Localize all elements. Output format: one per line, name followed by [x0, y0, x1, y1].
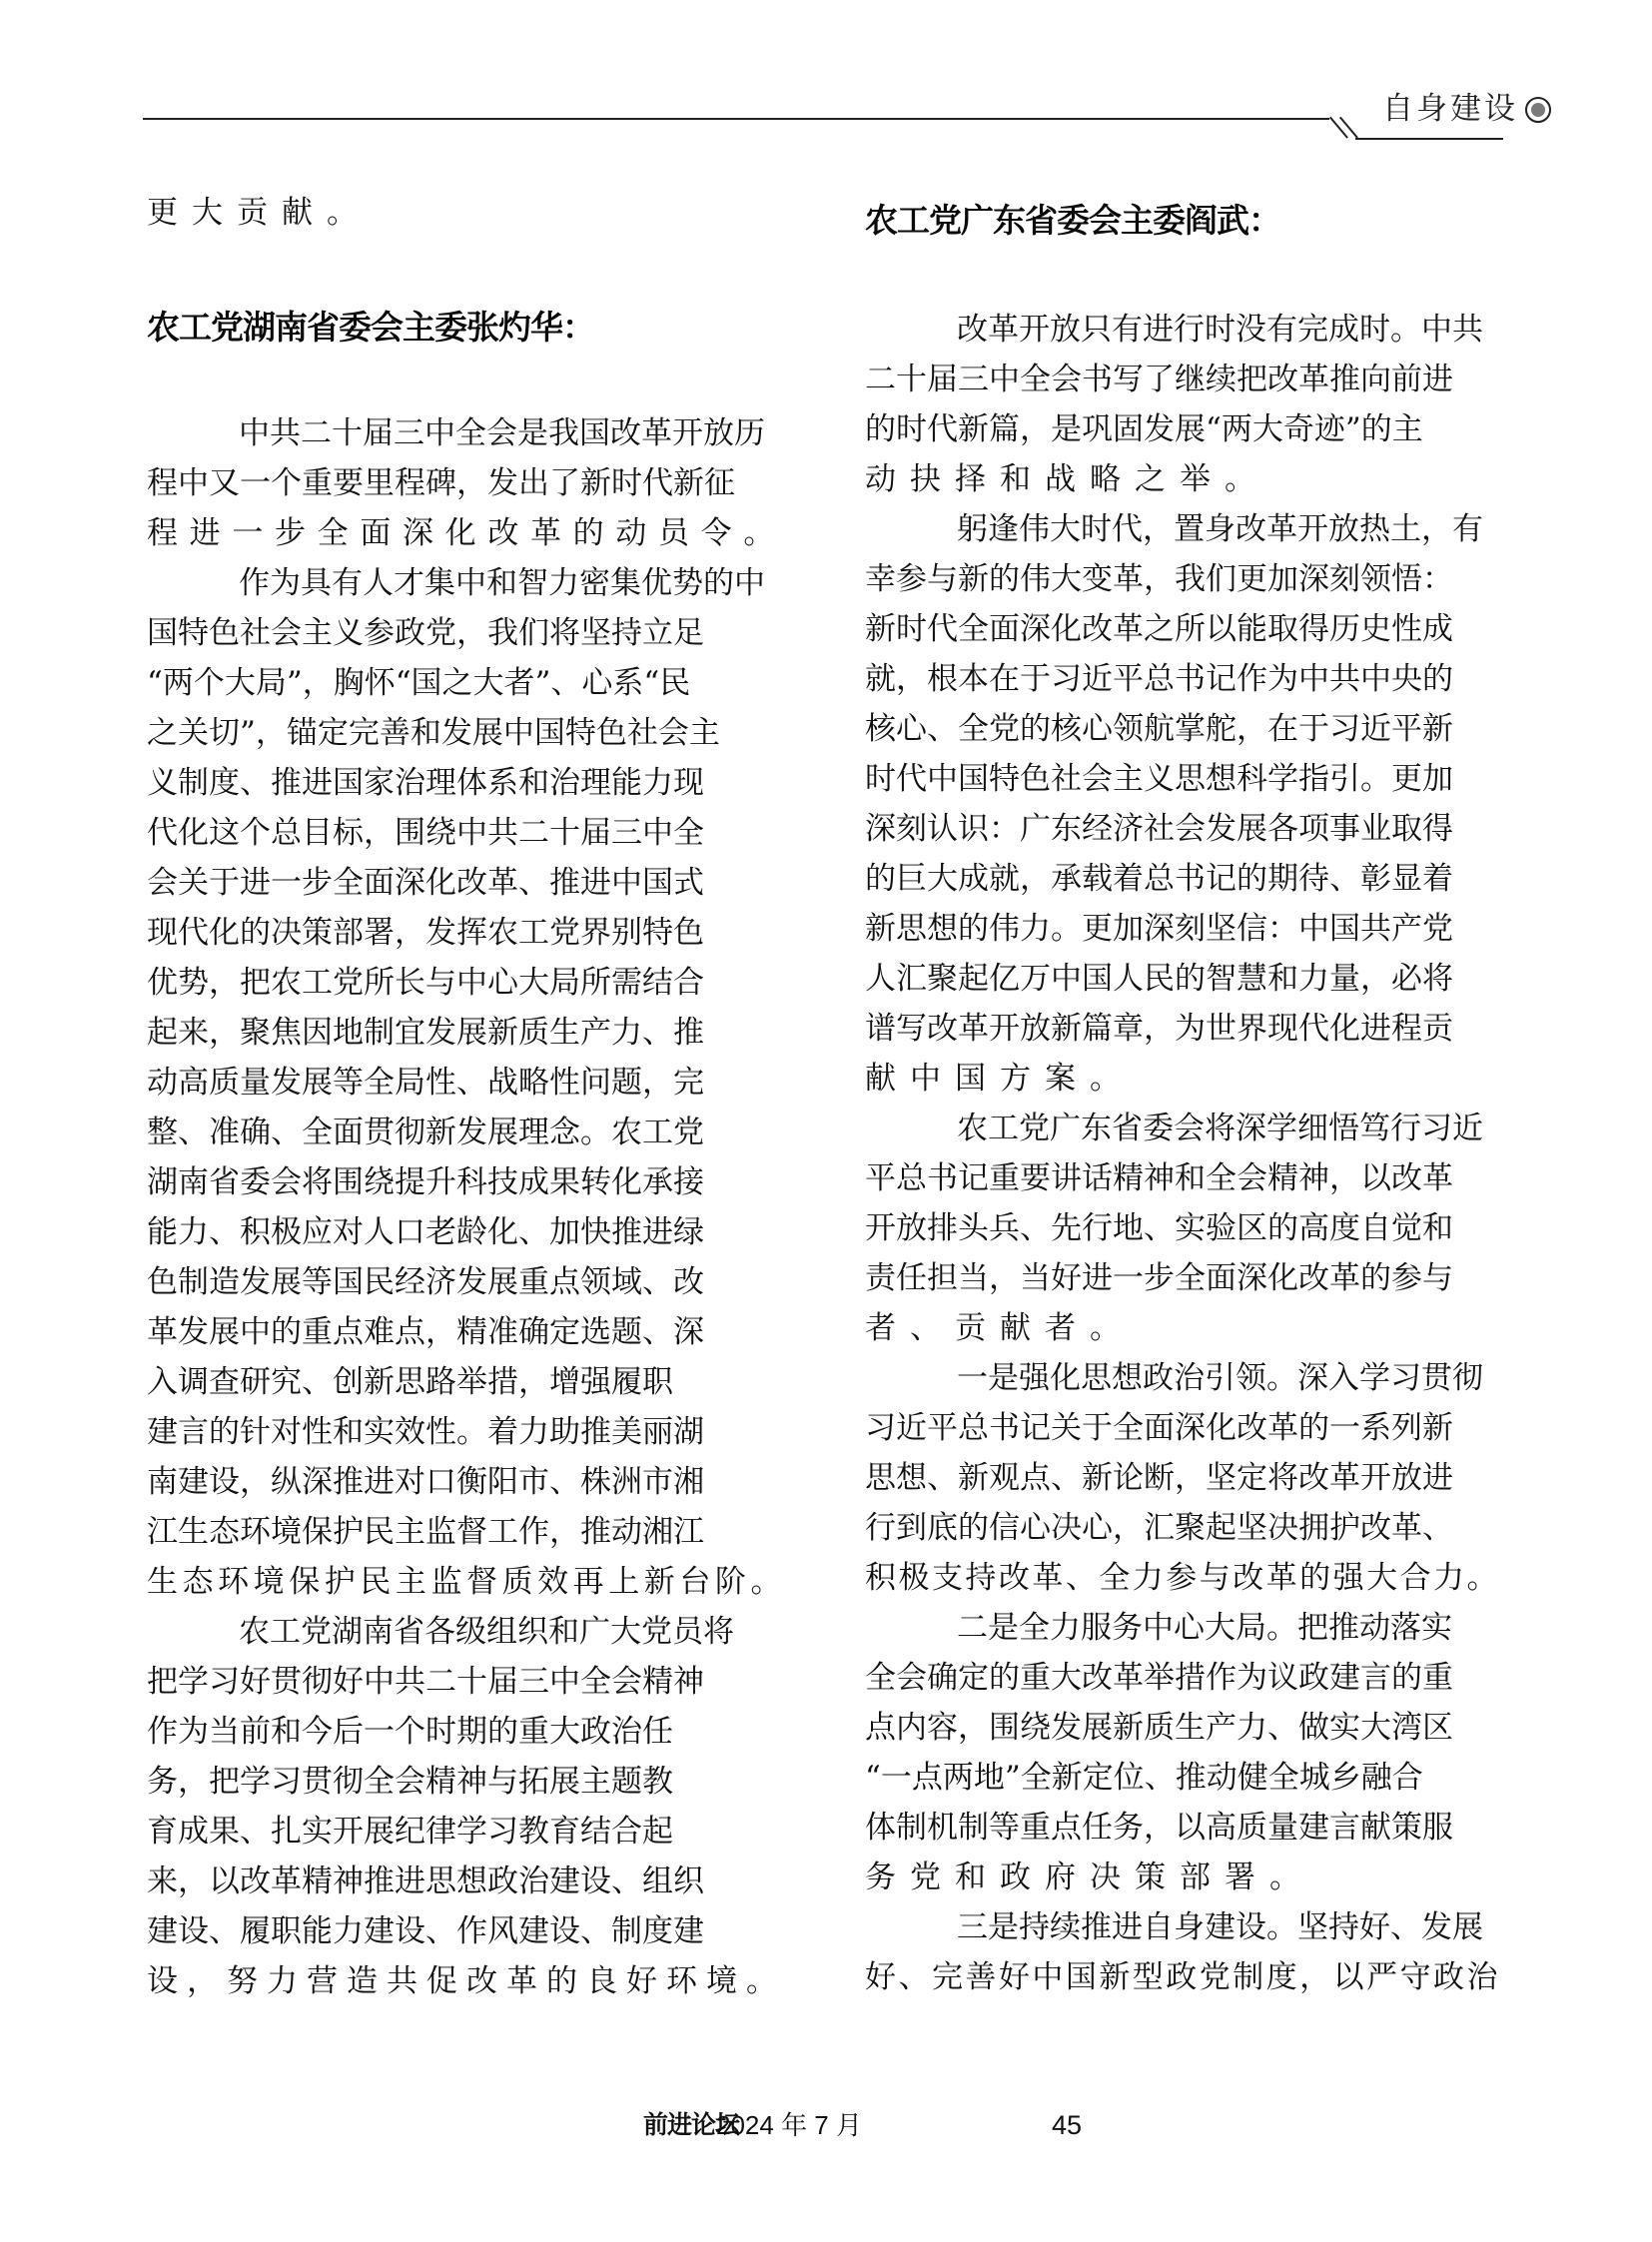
- text-line: 三是持续推进自身建设。坚持好、发展: [957, 1909, 1483, 1945]
- text-line: 代化这个总目标，围绕中共二十届三中全: [147, 815, 704, 851]
- text-line: 会关于进一步全面深化改革、推进中国式: [147, 865, 704, 901]
- text-line: 建设、履职能力建设、作风建设、制度建: [147, 1913, 704, 1949]
- text-line: 国特色社会主义参政党，我们将坚持立足: [147, 615, 704, 651]
- text-line: 动高质量发展等全局性、战略性问题，完: [147, 1065, 704, 1101]
- text-line: 一是强化思想政治引领。深入学习贯彻: [957, 1360, 1483, 1396]
- text-line: 湖南省委会将围绕提升科技成果转化承接: [147, 1164, 704, 1200]
- paragraph: [865, 1902, 1500, 2002]
- text-line: 习近平总书记关于全面深化改革的一系列新: [865, 1410, 1453, 1446]
- text-line: 起来，聚焦因地制宜发展新质生产力、推: [147, 1015, 704, 1051]
- left-column-heading-wrap: [147, 306, 786, 350]
- target-circle-icon: [1525, 97, 1551, 123]
- text-line: 行到底的信心决心，汇聚起坚决拥护改革、: [865, 1510, 1453, 1546]
- text-line: 现代化的决策部署，发挥农工党界别特色: [147, 915, 704, 951]
- text-line: 时代中国特色社会主义思想科学指引。更加: [865, 761, 1453, 797]
- text-line: 的巨大成就，承载着总书记的期待、彰显着: [865, 861, 1453, 897]
- page-number: 45: [1052, 2110, 1083, 2140]
- paragraph: [865, 1603, 1500, 1902]
- text-line: 躬逢伟大时代，置身改革开放热土，有: [957, 511, 1483, 547]
- text-line: 务党和政府决策部署。: [865, 1860, 1314, 1895]
- text-line: 农工党广东省委会将深学细悟笃行习近: [957, 1111, 1483, 1146]
- paragraph: [147, 558, 786, 1607]
- header-rule-underline: [1355, 138, 1503, 140]
- text-line: 革发展中的重点难点，精准确定选题、深: [147, 1314, 704, 1350]
- text-line: 就，根本在于习近平总书记作为中共中央的: [865, 661, 1453, 697]
- text-line: 思想、新观点、新论断，坚定将改革开放进: [865, 1460, 1453, 1496]
- text-line: 动抉择和战略之举。: [865, 461, 1269, 497]
- text-line: 江生态环境保护民主监督工作，推动湘江: [147, 1514, 704, 1550]
- text-line: 新思想的伟力。更加深刻坚信：中国共产党: [865, 911, 1453, 947]
- paragraph: [147, 1607, 786, 2006]
- right-column-heading-wrap: [865, 199, 1500, 243]
- text-line: 全会确定的重大改革举措作为议政建言的重: [865, 1660, 1453, 1696]
- paragraph: [865, 1353, 1500, 1603]
- text-line: 把学习好贯彻好中共二十届三中全会精神: [147, 1664, 704, 1700]
- footer-issue-date: 2024 年 7 月: [716, 2110, 862, 2140]
- text-line: 人汇聚起亿万中国人民的智慧和力量，必将: [865, 961, 1453, 997]
- text-line: 育成果、扎实开展纪律学习教育结合起: [147, 1814, 673, 1850]
- text-line: 程中又一个重要里程碑，发出了新时代新征: [147, 465, 735, 501]
- right-column-body: [865, 305, 1500, 2002]
- text-line: 深刻认识：广东经济社会发展各项事业取得: [865, 811, 1453, 847]
- text-line: 幸参与新的伟大变革，我们更加深刻领悟：: [865, 561, 1453, 597]
- text-line: 入调查研究、创新思路举措，增强履职: [147, 1364, 673, 1400]
- paragraph: [865, 305, 1500, 504]
- text-line: 新时代全面深化改革之所以能取得历史性成: [865, 611, 1453, 647]
- footer-magazine-name: 前进论坛: [643, 2110, 740, 2139]
- text-line: 作为具有人才集中和智力密集优势的中: [239, 565, 765, 601]
- text-line: 色制造发展等国民经济发展重点领域、改: [147, 1264, 704, 1300]
- text-line: 好、完善好中国新型政党制度，以严守政治: [865, 1959, 1500, 1995]
- text-line: 生态环境保护民主监督质效再上新台阶。: [147, 1564, 786, 1600]
- text-line: 农工党湖南省各级组织和广大党员将: [239, 1614, 734, 1650]
- text-line: “一点两地”全新定位、推动健全城乡融合: [865, 1760, 1423, 1796]
- paragraph: [147, 408, 786, 558]
- text-line: 改革开放只有进行时没有完成时。中共: [957, 312, 1483, 348]
- text-line: 建言的针对性和实效性。着力助推美丽湖: [147, 1414, 704, 1450]
- left-column-body: [147, 408, 786, 2006]
- text-line: 平总书记重要讲话精神和全会精神，以改革: [865, 1160, 1453, 1196]
- text-line: 能力、积极应对人口老龄化、加快推进绿: [147, 1214, 704, 1250]
- text-line: 者、贡献者。: [865, 1310, 1135, 1346]
- paragraph: [865, 504, 1500, 1104]
- text-line: 二十届三中全会书写了继续把改革推向前进: [865, 362, 1453, 397]
- header-rule-slash: [1329, 117, 1348, 139]
- text-line: 责任担当，当好进一步全面深化改革的参与: [865, 1260, 1453, 1296]
- carry-over-line: 更大贡献。: [147, 195, 372, 231]
- speaker-heading: 农工党广东省委会主委阎武：: [865, 201, 1280, 240]
- text-line: 来，以改革精神推进思想政治建设、组织: [147, 1864, 704, 1899]
- text-line: 作为当前和今后一个时期的重大政治任: [147, 1714, 673, 1750]
- text-line: 设，努力营造共促改革的良好环境。: [147, 1963, 786, 1999]
- header-rule-slash: [1339, 117, 1358, 139]
- text-line: 二是全力服务中心大局。把推动落实: [957, 1610, 1452, 1646]
- paragraph: [865, 1104, 1500, 1353]
- left-column: [147, 188, 786, 238]
- text-line: “两个大局”，胸怀“国之大者”、心系“民: [147, 665, 691, 701]
- text-line: 谱写改革开放新篇章，为世界现代化进程贡: [865, 1011, 1453, 1047]
- header-rule: [143, 118, 1329, 120]
- text-line: 核心、全党的核心领航掌舵，在于习近平新: [865, 711, 1453, 747]
- text-line: 程进一步全面深化改革的动员令。: [147, 515, 786, 551]
- speaker-heading: 农工党湖南省委会主委张灼华：: [147, 308, 594, 347]
- text-line: 点内容，围绕发展新质生产力、做实大湾区: [865, 1710, 1453, 1746]
- text-line: 南建设，纵深推进对口衡阳市、株洲市湘: [147, 1464, 704, 1500]
- section-label: 自身建设: [1382, 91, 1518, 127]
- text-line: 献中国方案。: [865, 1061, 1135, 1097]
- text-line: 开放排头兵、先行地、实验区的高度自觉和: [865, 1210, 1453, 1246]
- text-line: 优势，把农工党所长与中心大局所需结合: [147, 965, 704, 1001]
- text-line: 务，把学习贯彻全会精神与拓展主题教: [147, 1764, 673, 1800]
- text-line: 中共二十届三中全会是我国改革开放历: [239, 415, 765, 451]
- text-line: 之关切”，锚定完善和发展中国特色社会主: [147, 715, 720, 751]
- text-line: 整、准确、全面贯彻新发展理念。农工党: [147, 1115, 704, 1150]
- text-line: 积极支持改革、全力参与改革的强大合力。: [865, 1560, 1500, 1596]
- text-line: 的时代新篇，是巩固发展“两大奇迹”的主: [865, 411, 1423, 447]
- text-line: 义制度、推进国家治理体系和治理能力现: [147, 765, 704, 801]
- text-line: 体制机制等重点任务，以高质量建言献策服: [865, 1810, 1453, 1846]
